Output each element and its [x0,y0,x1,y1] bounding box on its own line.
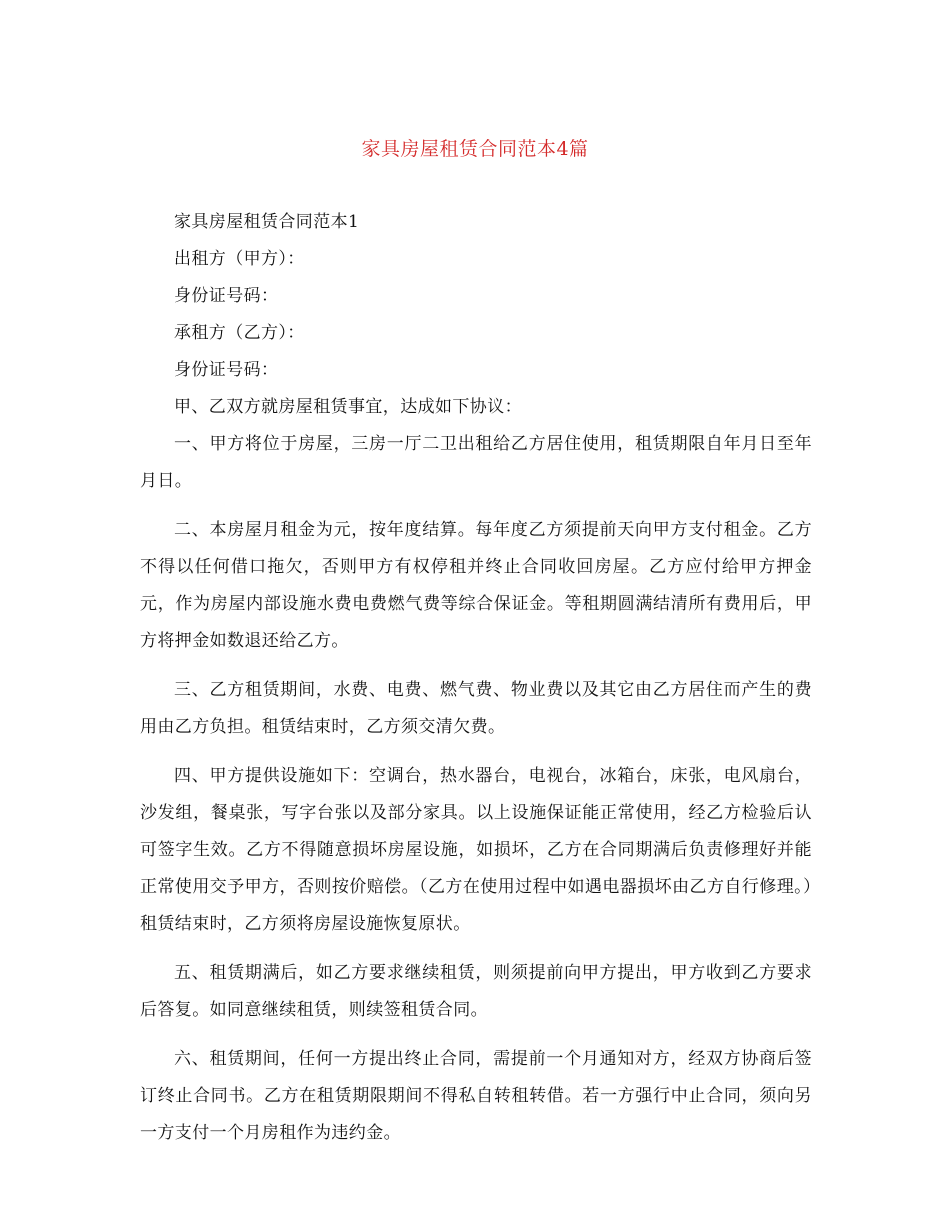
lessor-field: 出租方（甲方）： [174,249,305,269]
clause-1: 一、甲方将位于房屋，三房一厅二卫出租给乙方居住使用，租赁期限自年月日至年月日。 [140,434,812,491]
clause-5: 五、租赁期满后，如乙方要求继续租赁，则须提前向甲方提出，甲方收到乙方要求后答复。如同意继续租赁，则续签租赁合同。 [140,963,812,1020]
clause-4: 四、甲方提供设施如下：空调台，热水器台，电视台，冰箱台，床张，电风扇台，沙发组，餐桌张，写字台张以及部分家具。以上设施保证能正常使用，经乙方检验后认可签字生效。乙方不得随意损坏房屋设施，如损坏，乙方在合同期满后负责修理好并能正常使用交予甲方，否则按价赔偿。（乙方在使用过程中如遇电器损坏由乙方自行修理。）租赁结束时，乙方须将房屋设施恢复原状。 [140,766,812,934]
clause-3: 三、乙方租赁期间，水费、电费、燃气费、物业费以及其它由乙方居住而产生的费用由乙方负担。租赁结束时，乙方须交清欠费。 [140,680,812,737]
section-heading: 家具房屋租赁合同范本1 [174,212,360,232]
lessee-field: 承租方（乙方）： [174,323,305,343]
lessee-id-field: 身份证号码： [174,360,279,380]
lessor-id-field: 身份证号码： [174,286,279,306]
document-title: 家具房屋租赁合同范本4篇 [361,138,589,160]
clause-2: 二、本房屋月租金为元，按年度结算。每年度乙方须提前天向甲方支付租金。乙方不得以任何借口拖欠，否则甲方有权停租并终止合同收回房屋。乙方应付给甲方押金元，作为房屋内部设施水费电费燃气费等综合保证金。等租期圆满结清所有费用后，甲方将押金如数退还给乙方。 [140,520,812,651]
agreement-intro: 甲、乙双方就房屋租赁事宜，达成如下协议： [174,397,522,417]
document-body [140,204,812,1164]
clause-6: 六、租赁期间，任何一方提出终止合同，需提前一个月通知对方，经双方协商后签订终止合同书。乙方在租赁期限期间不得私自转租转借。若一方强行中止合同，须向另一方支付一个月房租作为违约金。 [140,1049,812,1143]
